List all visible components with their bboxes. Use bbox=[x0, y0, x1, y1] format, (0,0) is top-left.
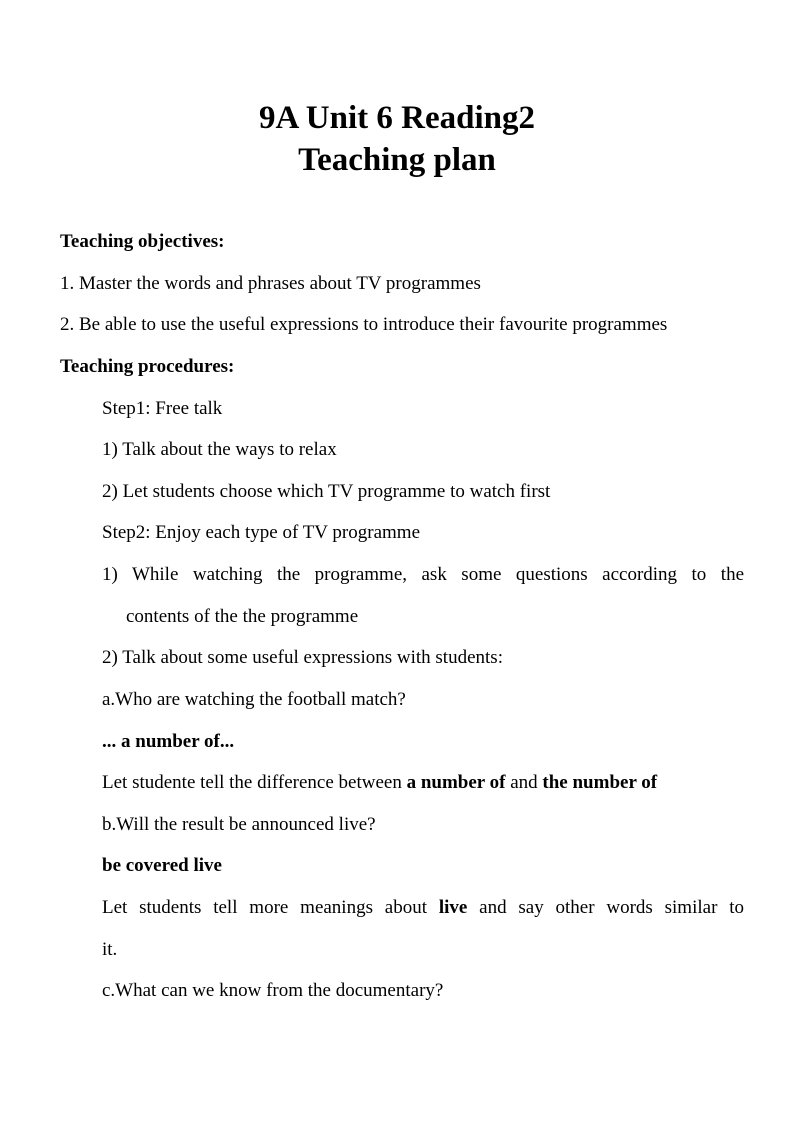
document-subtitle: Teaching plan bbox=[298, 142, 496, 178]
question-c: c.What can we know from the documentary? bbox=[102, 980, 444, 1001]
question-a: a.Who are watching the football match? bbox=[102, 689, 406, 710]
difference-bold-2: the number of bbox=[542, 772, 658, 793]
step1-item-1: 1) Talk about the ways to relax bbox=[102, 439, 337, 460]
difference-bold-1: a number of bbox=[406, 772, 506, 793]
difference-prefix: Let studente tell the difference between bbox=[102, 772, 407, 793]
difference-line bbox=[102, 771, 657, 795]
step2-title: Step2: Enjoy each type of TV programme bbox=[102, 522, 420, 543]
step1-title: Step1: Free talk bbox=[102, 398, 223, 419]
step2-item-1-line2: contents of the the programme bbox=[126, 606, 359, 627]
live-suffix: and say other words similar to bbox=[467, 897, 745, 918]
objective-item-1: 1. Master the words and phrases about TV programmes bbox=[60, 273, 481, 294]
step2-item-2: 2) Talk about some useful expressions with students: bbox=[102, 647, 503, 668]
step1-item-2: 2) Let students choose which TV programme to watch first bbox=[102, 481, 551, 502]
objectives-heading: Teaching objectives: bbox=[60, 231, 225, 252]
live-prefix: Let students tell more meanings about bbox=[102, 897, 439, 918]
question-b: b.Will the result be announced live? bbox=[102, 814, 376, 835]
procedures-heading: Teaching procedures: bbox=[60, 356, 235, 377]
live-line-2: it. bbox=[102, 939, 118, 960]
phrase-a: ... a number of... bbox=[102, 731, 235, 752]
step2-item-1-line1: 1) While watching the programme, ask some questions according to the bbox=[102, 564, 744, 585]
live-bold: live bbox=[438, 897, 468, 918]
live-line bbox=[102, 896, 744, 920]
difference-mid: and bbox=[505, 772, 543, 793]
document-title: 9A Unit 6 Reading2 bbox=[259, 100, 535, 136]
phrase-b: be covered live bbox=[102, 855, 222, 876]
objective-item-2: 2. Be able to use the useful expressions to introduce their favourite programmes bbox=[60, 314, 668, 335]
